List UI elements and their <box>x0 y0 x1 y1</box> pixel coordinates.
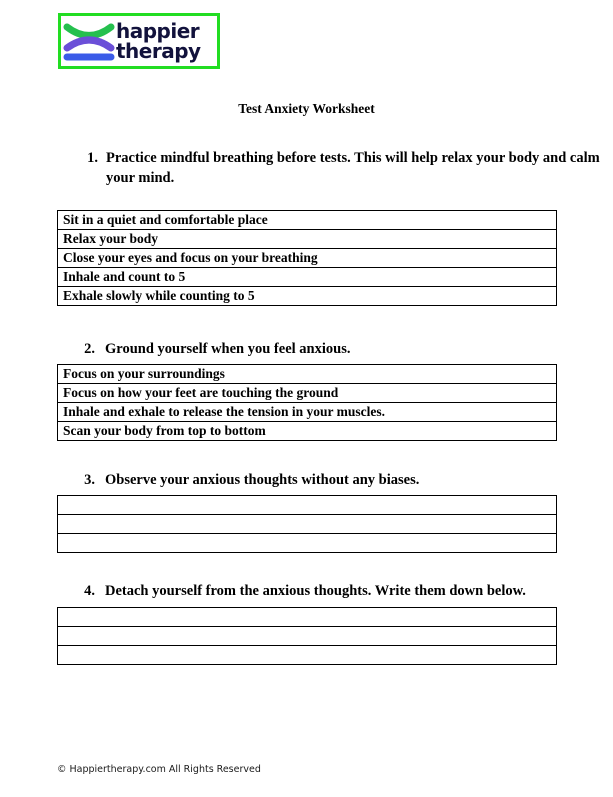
item-2-row-3[interactable]: Inhale and exhale to release the tension in your muscles. <box>58 403 557 422</box>
item-3-row-2[interactable] <box>58 515 557 534</box>
table-row[interactable] <box>58 515 557 534</box>
item-3-row-3[interactable] <box>58 534 557 553</box>
item-4-row-2[interactable] <box>58 627 557 646</box>
item-2-number: 2. <box>84 341 95 357</box>
item-1-row-5[interactable]: Exhale slowly while counting to 5 <box>58 287 557 306</box>
table-row[interactable] <box>58 646 557 665</box>
table-row[interactable] <box>58 422 557 441</box>
table-row[interactable] <box>58 249 557 268</box>
brand-logo <box>58 13 220 69</box>
happier-therapy-waves-icon <box>63 18 115 64</box>
item-1-table <box>57 210 557 306</box>
page-title: Test Anxiety Worksheet <box>238 101 375 116</box>
item-2-table <box>57 364 557 441</box>
table-row[interactable] <box>58 384 557 403</box>
item-3-row-1[interactable] <box>58 496 557 515</box>
item-1-text: Practice mindful breathing before tests. This will help relax your body and calm your mind. <box>106 150 600 186</box>
item-2-row-1[interactable]: Focus on your surroundings <box>58 365 557 384</box>
item-4-table <box>57 607 557 665</box>
worksheet-item-4 <box>0 581 613 601</box>
item-1-row-2[interactable]: Relax your body <box>58 230 557 249</box>
table-row[interactable] <box>58 211 557 230</box>
item-3-text: Observe your anxious thoughts without any biases. <box>105 472 420 488</box>
table-row[interactable] <box>58 627 557 646</box>
table-row[interactable] <box>58 496 557 515</box>
item-4-row-3[interactable] <box>58 646 557 665</box>
table-row[interactable] <box>58 608 557 627</box>
brand-wordmark <box>116 21 201 61</box>
brand-wordmark-line1: happier <box>116 19 200 43</box>
worksheet-body <box>0 148 613 599</box>
item-1-line <box>0 148 613 188</box>
table-row[interactable] <box>58 365 557 384</box>
worksheet-item-3 <box>0 470 613 490</box>
item-1-number: 1. <box>87 150 98 166</box>
item-2-line <box>0 339 613 359</box>
item-4-row-1[interactable] <box>58 608 557 627</box>
worksheet-item-2 <box>0 339 613 359</box>
table-row[interactable] <box>58 230 557 249</box>
table-row[interactable] <box>58 534 557 553</box>
table-row[interactable] <box>58 268 557 287</box>
item-1-row-3[interactable]: Close your eyes and focus on your breathing <box>58 249 557 268</box>
item-2-row-4[interactable]: Scan your body from top to bottom <box>58 422 557 441</box>
item-4-number: 4. <box>84 583 95 599</box>
item-4-text: Detach yourself from the anxious thoughts. Write them down below. <box>105 583 526 599</box>
brand-wordmark-line2: therapy <box>116 39 201 63</box>
item-3-number: 3. <box>84 472 95 488</box>
table-row[interactable] <box>58 287 557 306</box>
table-row[interactable] <box>58 403 557 422</box>
item-2-row-2[interactable]: Focus on how your feet are touching the ground <box>58 384 557 403</box>
item-3-line <box>0 470 613 490</box>
item-3-table <box>57 495 557 553</box>
worksheet-item-1 <box>0 148 613 188</box>
footer-copyright: © Happiertherapy.com All Rights Reserved <box>57 764 261 775</box>
item-4-line <box>0 581 613 601</box>
item-2-text: Ground yourself when you feel anxious. <box>105 341 351 357</box>
item-1-row-4[interactable]: Inhale and count to 5 <box>58 268 557 287</box>
item-1-row-1[interactable]: Sit in a quiet and comfortable place <box>58 211 557 230</box>
